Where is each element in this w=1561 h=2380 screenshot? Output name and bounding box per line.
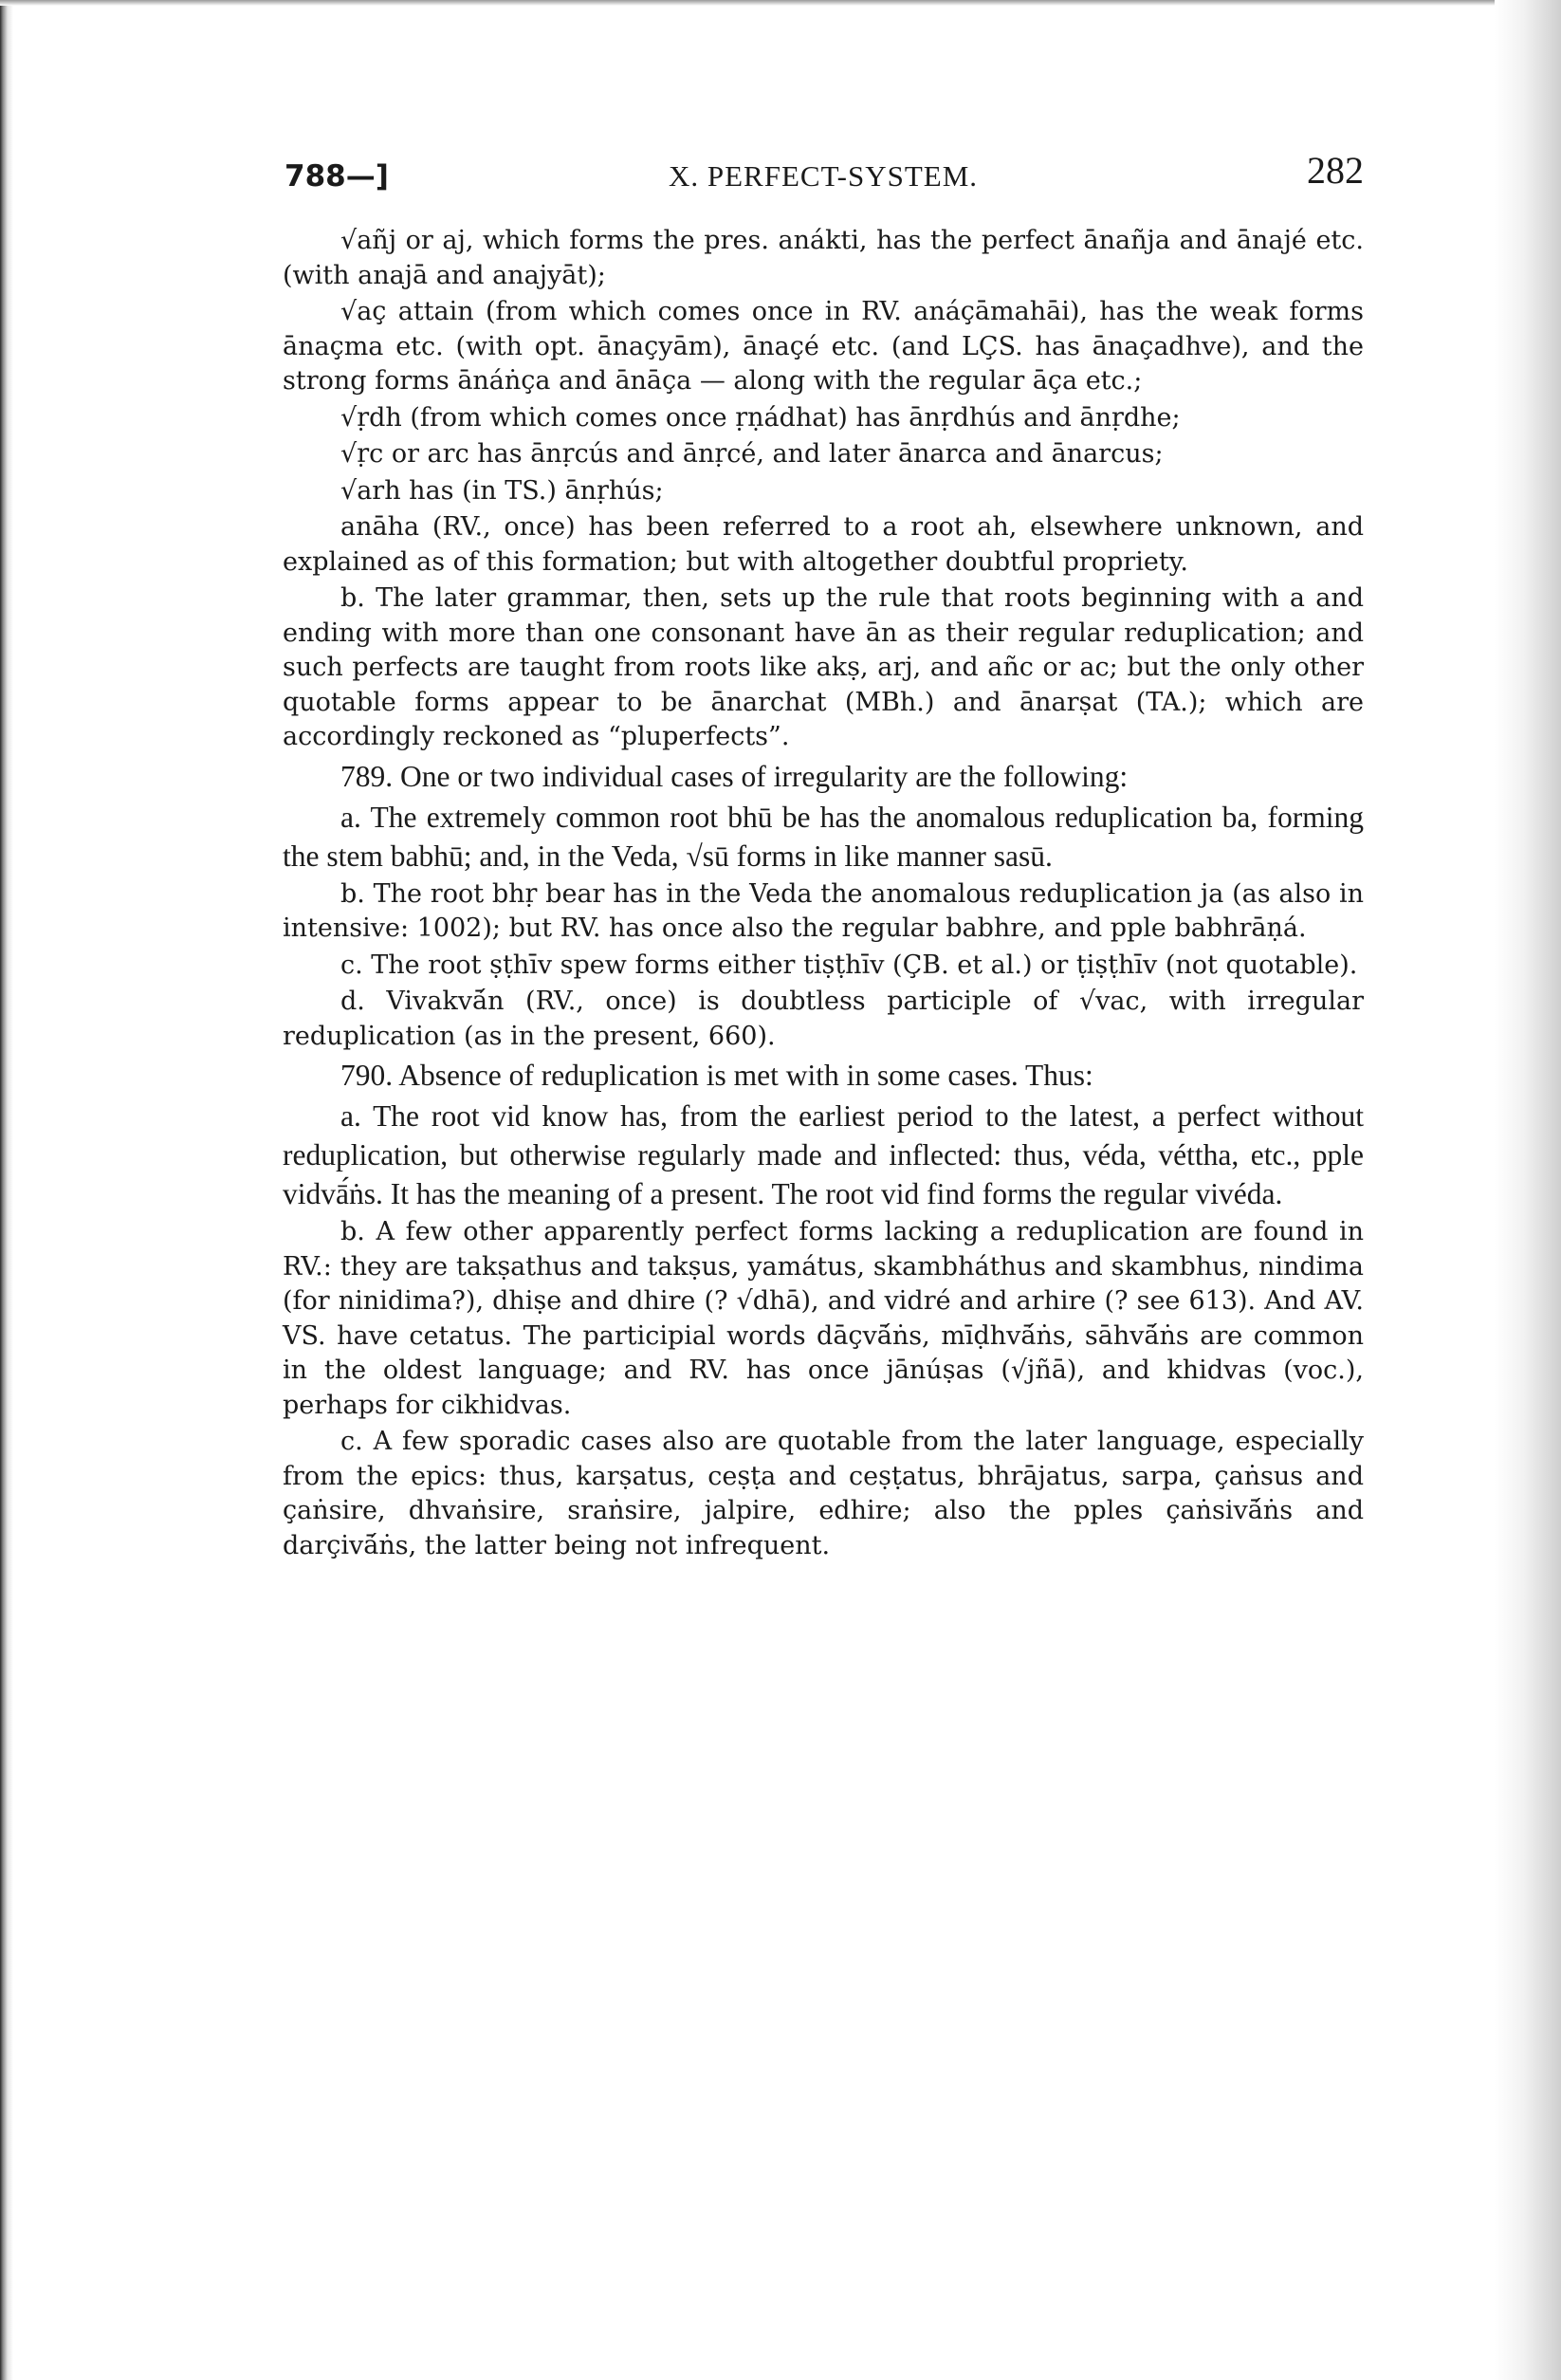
paragraph-788b: b. The later grammar, then, sets up the rule that roots beginning with a and ending with more than one consonant have ān as their regular reduplication; and such perfects are taught from roots like akṣ, arj, and añc or ac; but the only other quotable forms appear to be ānarchat (MBh.) and ānarṣat (TA.); which are accordingly reckoned as “pluperfects”. <box>283 583 1364 751</box>
scan-border-right <box>1495 0 1561 2380</box>
running-header <box>283 142 1364 199</box>
paragraph-789b: b. The root bhṛ bear has in the Veda the anomalous reduplication ja (as also in intensive: 1002); but RV. has once also the regular babhre, and pple babhrāṇá. <box>283 878 1364 943</box>
paragraph-789d: d. Vivakvā́n (RV., once) is doubtless participle of √vac, with irregular reduplication (as in the present, 660). <box>283 987 1364 1051</box>
section-790: 790. Absence of reduplication is met with in some cases. Thus: <box>340 1059 1093 1092</box>
paragraph-789a: a. The extremely common root bhū be has the anomalous reduplication ba, forming the stem babhū; and, in the Veda, √sū forms in like manner sasū. <box>283 800 1364 873</box>
paragraph-anj: √añj or aj, which forms the pres. anákti, has the perfect ānañja and ānajé etc. (with anajā and anajyāt); <box>283 226 1364 290</box>
chapter-title: X. PERFECT-SYSTEM. <box>668 159 979 193</box>
paragraph-789c: c. The root ṣṭhīv spew forms either tiṣṭhīv (ÇB. et al.) or ṭiṣṭhīv (not quotable). <box>340 950 1358 980</box>
paragraph-rdh: √ṛdh (from which comes once ṛṇádhat) has ānṛdhús and ānṛdhe; <box>340 402 1181 433</box>
scan-border-left <box>0 0 13 2380</box>
paragraph-790c: c. A few sporadic cases also are quotable from the later language, especially from the epics: thus, karṣatus, ceṣṭa and ceṣṭatus, bhrājatus, sarpa, çaṅsus and çaṅsire, dhvaṅsire, sraṅsire, jalpire, edhire; also the pples çaṅsivā́ṅs and darçivā́ṅs, the latter being not infrequent. <box>283 1427 1364 1560</box>
paragraph-790a: a. The root vid know has, from the earliest period to the latest, a perfect without reduplication, but otherwise regularly made and inflected: thus, véda, véttha, etc., pple vidvā́ṅs. It has the meaning of a present. The root vid find forms the regular vivéda. <box>283 1099 1364 1210</box>
book-page <box>283 142 1364 1565</box>
paragraph-rc: √ṛc or arc has ānṛcús and ānṛcé, and later ānarca and ānarcus; <box>340 439 1164 469</box>
page-number: 282 <box>1307 149 1364 192</box>
scan-border-top <box>0 0 1561 6</box>
section-reference: 788—] <box>285 159 389 194</box>
paragraph-ac: √aç attain (from which comes once in RV. anáçāmahāi), has the weak forms ānaçma etc. (with opt. ānaçyām), ānaçé etc. (and LÇS. has ānaçadhve), and the strong forms ānáṅça and ānāça — along with the regular āça etc.; <box>283 297 1364 396</box>
paragraph-790b: b. A few other apparently perfect forms lacking a reduplication are found in RV.: they are takṣathus and takṣus, yamátus, skambháthus and skambhus, nindima (for ninidima?), dhiṣe and dhire (? √dhā), and vidré and arhire (? see 613). And AV. VS. have cetatus. The participial words dāçvā́ṅs, mīḍhvā́ṅs, sāhvā́ṅs are common in the oldest language; and RV. has once jānúṣas (√jñā), and khidvas (voc.), perhaps for cikhidvas. <box>283 1217 1364 1420</box>
section-789: 789. One or two individual cases of irregularity are the following: <box>340 759 1129 793</box>
paragraph-anaha: anāha (RV., once) has been referred to a root ah, elsewhere unknown, and explained as of this formation; but with altogether doubtful propriety. <box>283 512 1364 577</box>
paragraph-arh: √arh has (in TS.) ānṛhús; <box>340 475 664 506</box>
